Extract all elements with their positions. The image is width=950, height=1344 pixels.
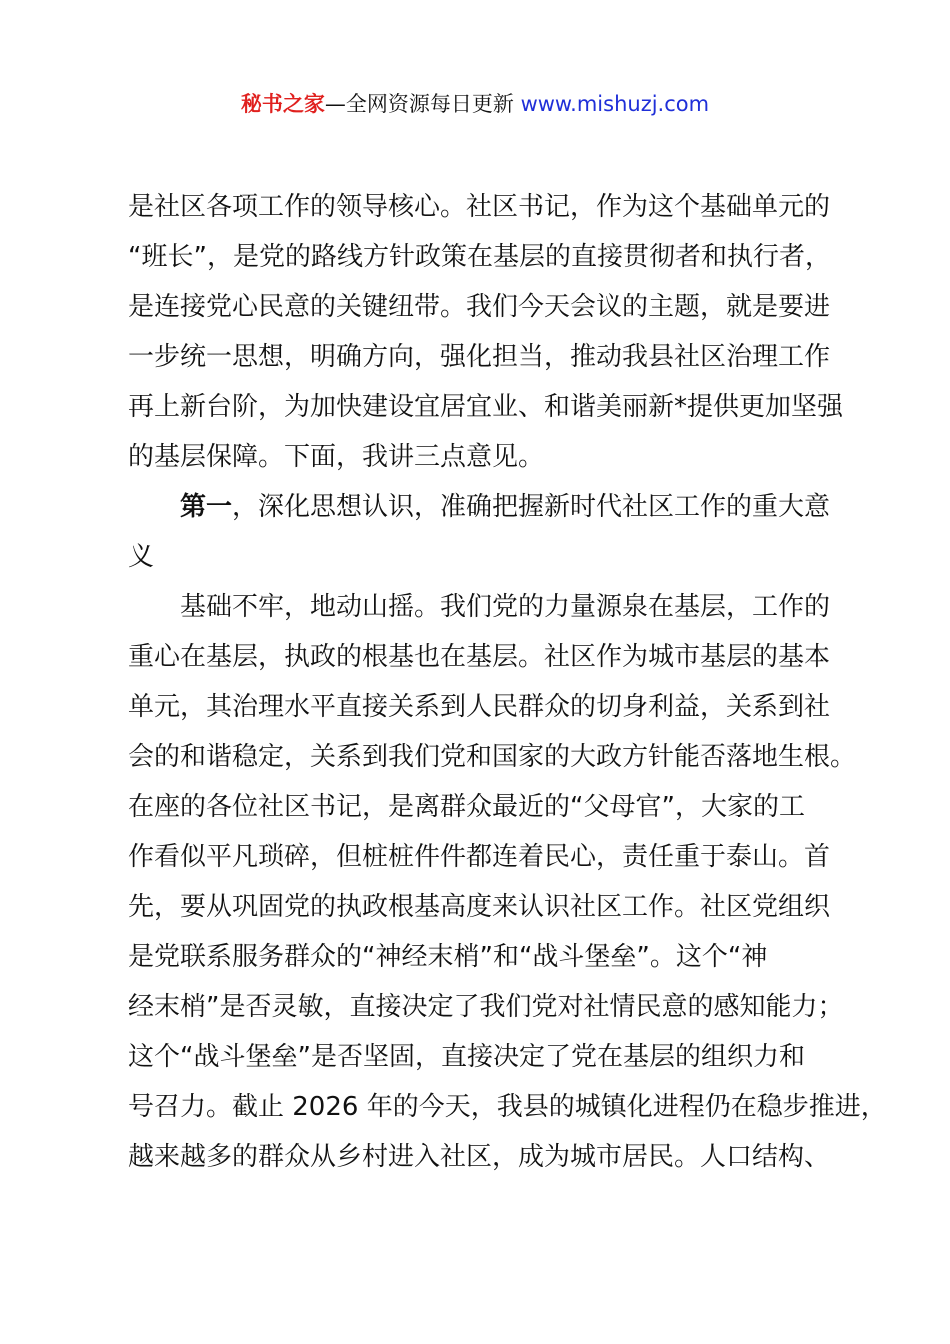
body-line: 是连接党心民意的关键纽带。我们今天会议的主题，就是要进 (128, 292, 831, 322)
brand-name: 秘书之家 (240, 92, 325, 116)
body-line: 越来越多的群众从乡村进入社区，成为城市居民。人口结构、 (128, 1142, 831, 1172)
site-url-link[interactable]: www.mishuzj.com (520, 92, 710, 116)
body-line: 的基层保障。下面，我讲三点意见。 (128, 442, 545, 472)
section-heading (128, 482, 858, 532)
body-line: 作看似平凡琐碎，但桩桩件件都连着民心，责任重于泰山。首 (128, 842, 831, 872)
section-heading-continuation: 义 (128, 542, 155, 572)
body-line: “班长”，是党的路线方针政策在基层的直接贯彻者和执行者， (128, 242, 831, 272)
body-line: 经末梢”是否灵敏，直接决定了我们党对社情民意的感知能力； (128, 992, 844, 1022)
body-line: 单元，其治理水平直接关系到人民群众的切身利益，关系到社 (128, 692, 831, 722)
body-line: 是社区各项工作的领导核心。社区书记，作为这个基础单元的 (128, 192, 831, 222)
body-line: 在座的各位社区书记，是离群众最近的“父母官”，大家的工 (128, 792, 805, 822)
body-line: 号召力。截止 2026 年的今天，我县的城镇化进程仍在稳步推进， (128, 1092, 887, 1122)
body-line: 会的和谐稳定，关系到我们党和国家的大政方针能否落地生根。 (128, 742, 857, 772)
body-line: 重心在基层，执政的根基也在基层。社区作为城市基层的基本 (128, 642, 831, 672)
document-body (128, 182, 887, 1182)
body-line: 这个“战斗堡垒”是否坚固，直接决定了党在基层的组织力和 (128, 1042, 805, 1072)
header-tagline: —全网资源每日更新 (324, 92, 514, 116)
page-header (0, 88, 950, 120)
body-line: 一步统一思想，明确方向，强化担当，推动我县社区治理工作 (128, 342, 831, 372)
paragraph-first-line: 基础不牢，地动山摇。我们党的力量源泉在基层，工作的 (180, 592, 831, 622)
body-line: 再上新台阶，为加快建设宜居宜业、和谐美丽新*提供更加坚强 (128, 392, 844, 422)
body-line: 是党联系服务群众的“神经末梢”和“战斗堡垒”。这个“神 (128, 942, 768, 972)
section-title: ，深化思想认识，准确把握新时代社区工作的重大意 (232, 492, 831, 522)
body-line: 先，要从巩固党的执政根基高度来认识社区工作。社区党组织 (128, 892, 831, 922)
section-number: 第一 (180, 492, 233, 522)
